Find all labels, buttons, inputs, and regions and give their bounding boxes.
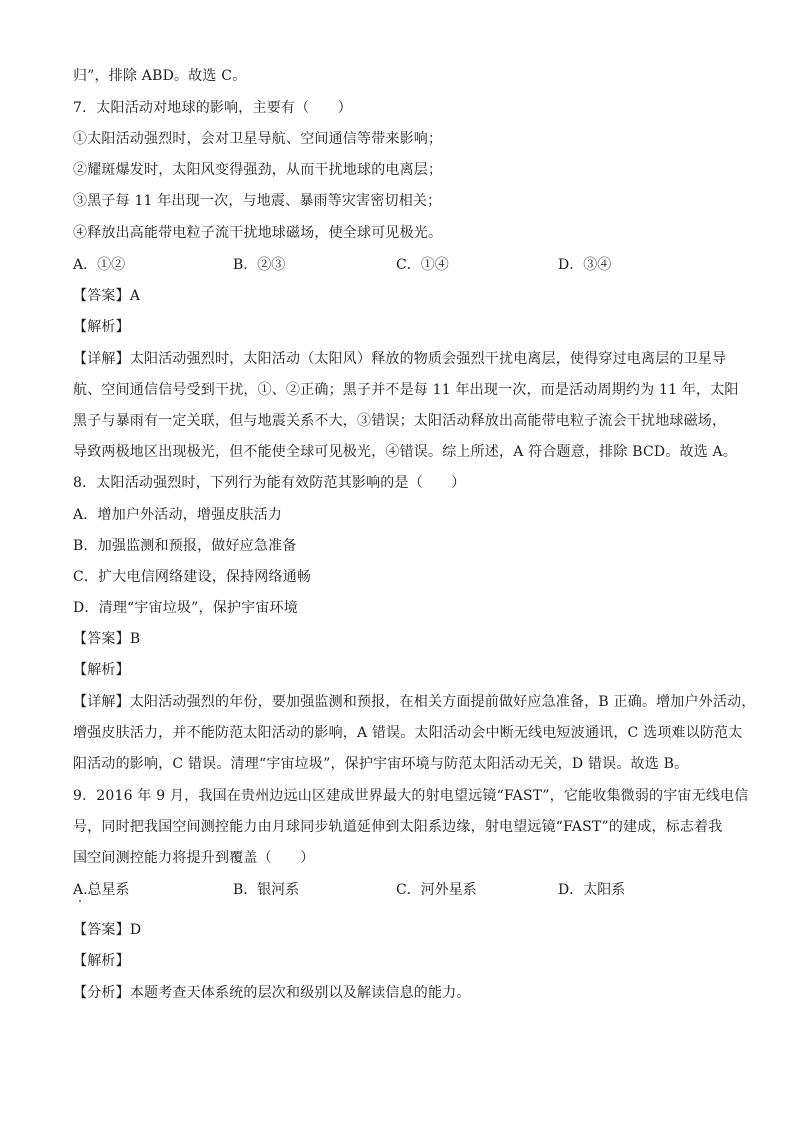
question-9-analysis-heading [73, 951, 130, 971]
question-8-option-c: C．扩大电信网络建设，保持网络通畅 [73, 569, 312, 585]
question-8-option-b: B．加强监测和预报，做好应急准备 [73, 538, 297, 554]
question-7-statement-1: ①太阳活动强烈时，会对卫星导航、空间通信等带来影响； [73, 131, 443, 147]
question-9-fenxi-line [73, 983, 471, 1003]
detail-tag: 【详解】 [73, 351, 130, 367]
question-8-option-a: A．增加户外活动，增强皮肤活力 [73, 507, 283, 523]
detail-tag: 【详解】 [73, 694, 130, 710]
question-7-option-c: C．①④ [396, 257, 449, 273]
answer-value: D [129, 922, 142, 938]
question-9-answer [73, 920, 141, 940]
question-7-option-d: D．③④ [558, 257, 612, 273]
question-7-statement-4: ④释放出高能带电粒子流干扰地球磁场，使全球可见极光。 [73, 225, 443, 241]
question-9-option-a: A.总星系 [73, 882, 130, 898]
analysis-tag: 【解析】 [73, 662, 130, 678]
question-8-detail-line-3: 阳活动的影响，C 错误。清理“宇宙垃圾”，保护宇宙环境与防范太阳活动无关，D 错误。故选 B。 [73, 756, 689, 772]
question-9-stem-line-1: 9．2016 年 9 月，我国在贵州边远山区建成世界最大的射电望远镜“FAST”，它能收集微弱的宇宙无线电信 [73, 788, 749, 804]
question-9-option-b: B．银河系 [233, 882, 300, 898]
question-9-option-d: D．太阳系 [558, 882, 626, 898]
question-8-option-d: D．清理“宇宙垃圾”，保护宇宙环境 [73, 600, 298, 616]
question-7-statement-3: ③黑子每 11 年出现一次，与地震、暴雨等灾害密切相关； [73, 193, 442, 209]
question-8-detail-line-1 [73, 692, 756, 712]
question-7-detail-line-4: 导致两极地区出现极光，但不能使全球可见极光，④错误。综上所述，A 符合题意，排除 BCD。故选 A。 [73, 444, 738, 460]
answer-value: A [129, 288, 141, 304]
question-7-analysis-heading [73, 317, 130, 337]
question-9-stem-line-3: 国空间测控能力将提升到覆盖（ ） [73, 850, 315, 866]
analysis-tag: 【解析】 [73, 319, 130, 335]
question-7-detail-line-1 [73, 349, 726, 369]
answer-tag: 【答案】 [73, 922, 130, 938]
question-7-answer [73, 286, 140, 306]
scan-dot-mark [79, 900, 81, 902]
question-7-option-a: A．①② [73, 257, 126, 273]
question-7-detail-line-3: 黑子与暴雨有一定关联，但与地震关系不大，③错误；太阳活动释放出高能带电粒子流会干扰地球磁场， [73, 413, 727, 429]
answer-tag: 【答案】 [73, 288, 130, 304]
analysis-tag: 【解析】 [73, 953, 130, 969]
detail-text: 太阳活动强烈时，太阳活动（太阳风）释放的物质会强烈干扰电离层，使得穿过电离层的卫星导 [129, 351, 727, 367]
fenxi-tag: 【分析】 [73, 985, 130, 1001]
answer-value: B [129, 631, 141, 647]
detail-text: 太阳活动强烈的年份，要加强监测和预报，在相关方面提前做好应急准备，B 正确。增加户外活动， [129, 694, 756, 710]
question-8-analysis-heading [73, 660, 130, 680]
question-7-stem: 7．太阳活动对地球的影响，主要有（ ） [73, 100, 352, 116]
question-7-detail-line-2: 航、空间通信信号受到干扰，①、②正确；黑子并不是每 11 年出现一次，而是活动周期约为 11 年，太阳 [73, 382, 739, 398]
question-8-answer [73, 629, 140, 649]
question-9-stem-line-2: 号，同时把我国空间测控能力由月球同步轨道延伸到太阳系边缘，射电望远镜“FAST”的建成，标志着我 [73, 819, 723, 835]
question-7-statement-2: ②耀斑爆发时，太阳风变得强劲，从而干扰地球的电离层； [73, 162, 443, 178]
question-8-stem: 8．太阳活动强烈时，下列行为能有效防范其影响的是（ ） [73, 475, 466, 491]
question-8-detail-line-2: 增强皮肤活力，并不能防范太阳活动的影响，A 错误。太阳活动会中断无线电短波通讯，C 选项难以防范太 [73, 725, 743, 741]
prev-answer-tail: 归”，排除 ABD。故选 C。 [73, 68, 247, 84]
question-7-option-b: B．②③ [233, 257, 286, 273]
fenxi-text: 本题考查天体系统的层次和级别以及解读信息的能力。 [129, 985, 471, 1001]
question-9-option-c: C．河外星系 [396, 882, 477, 898]
answer-tag: 【答案】 [73, 631, 130, 647]
